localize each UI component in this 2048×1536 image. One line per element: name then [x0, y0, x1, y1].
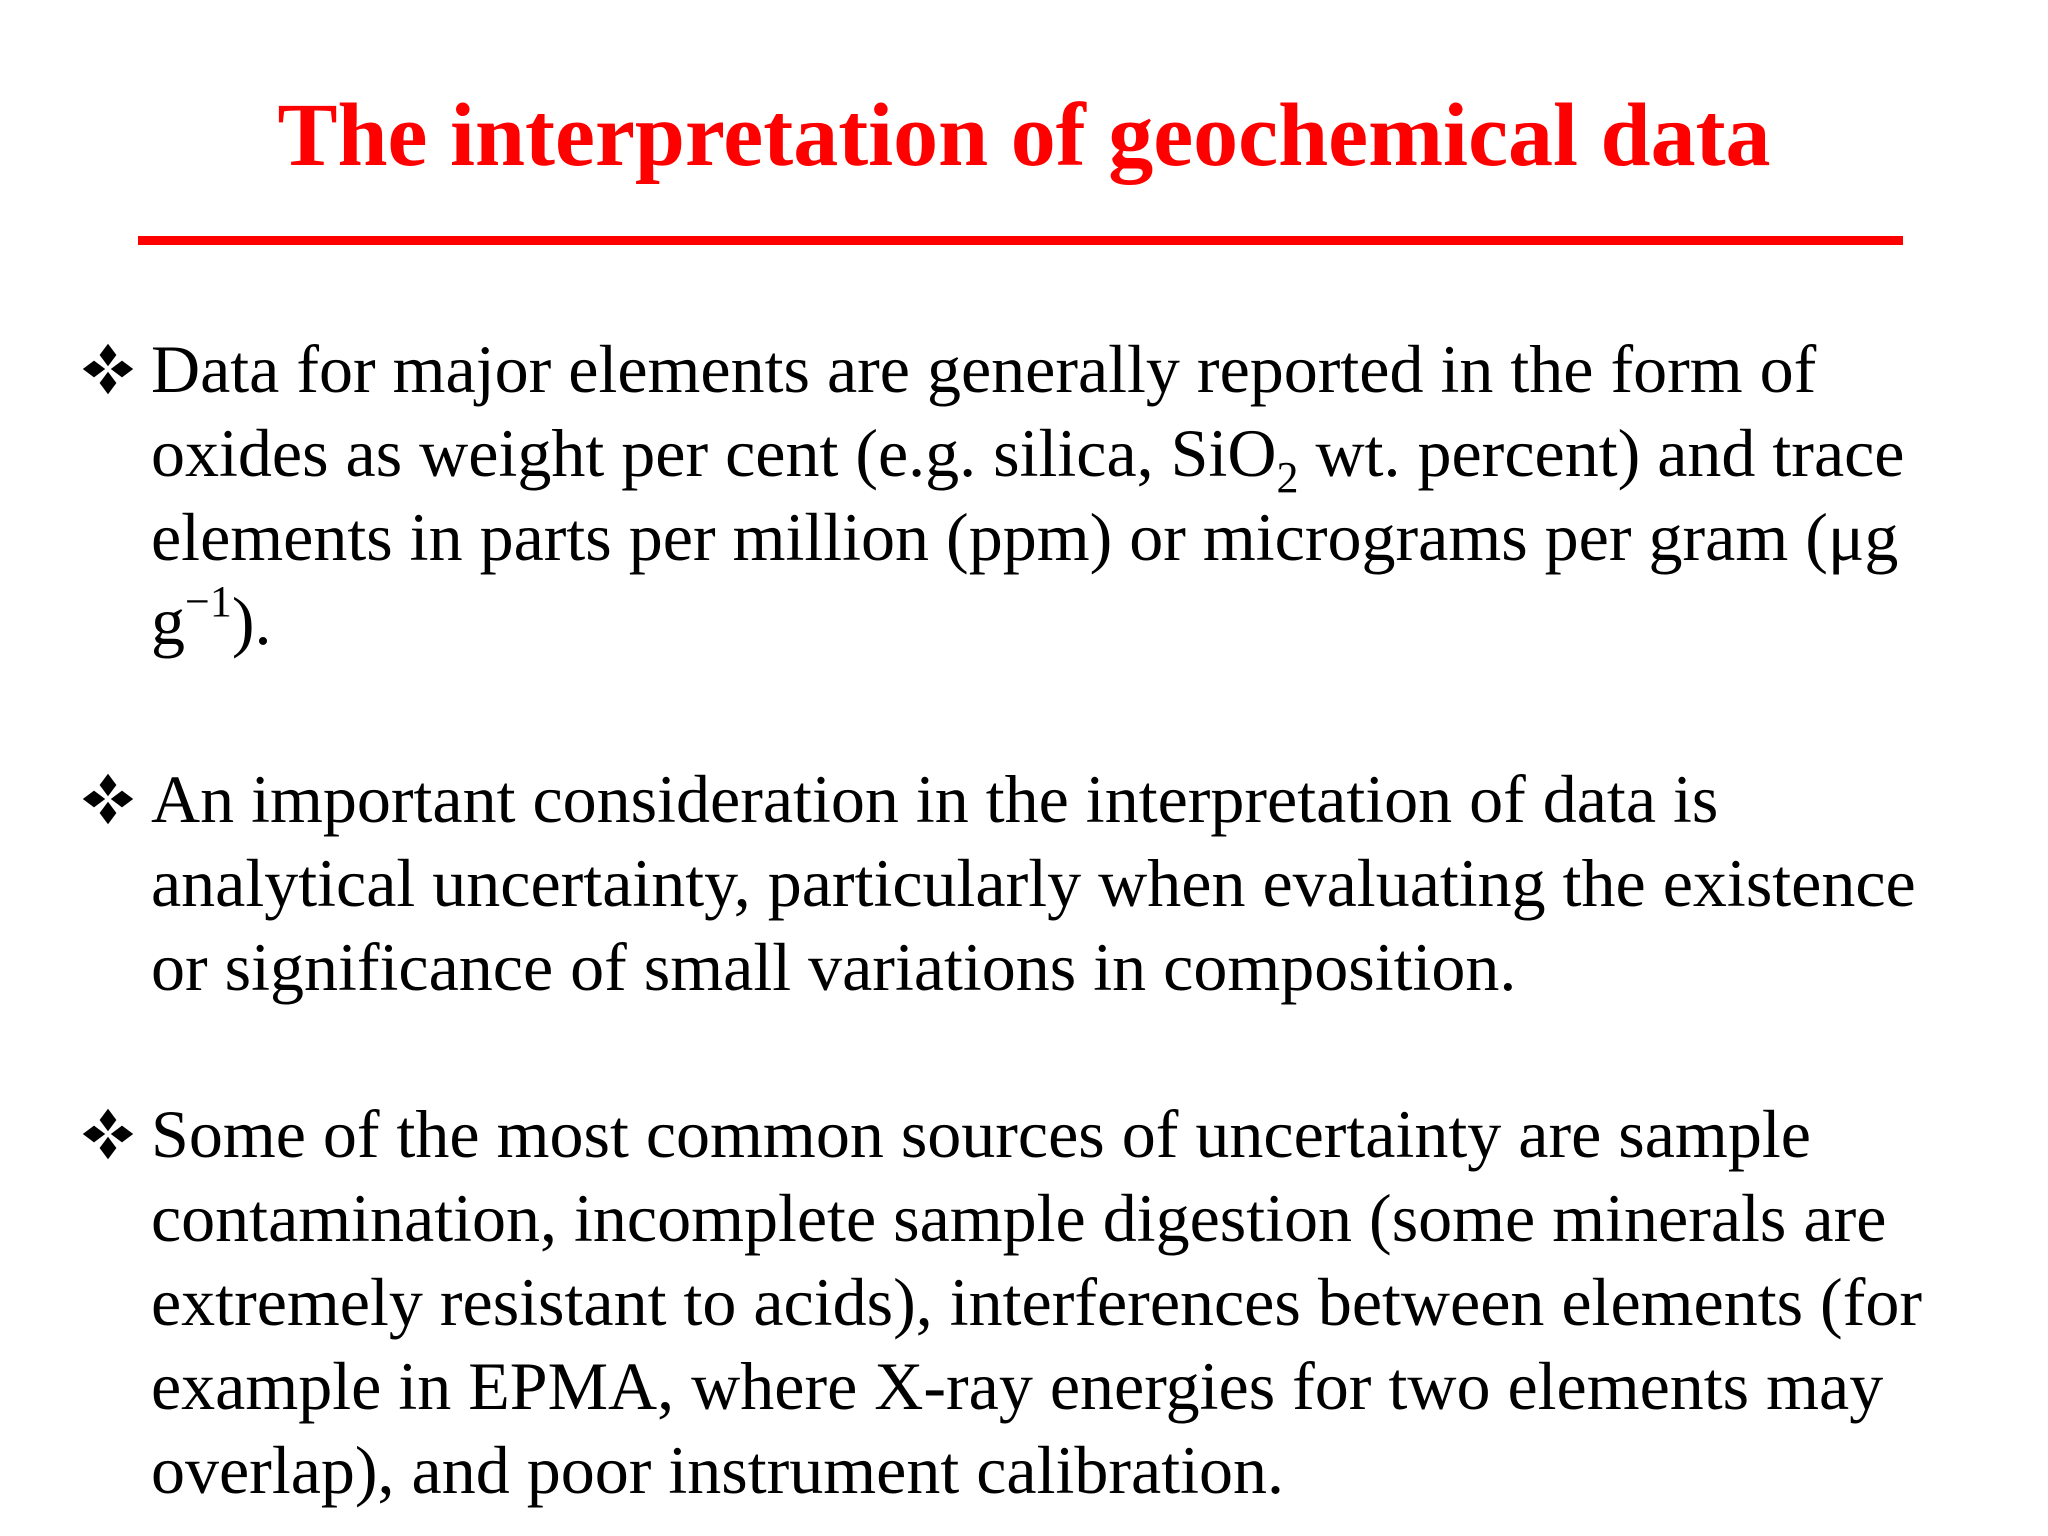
text-run: ). — [231, 583, 272, 659]
bullet-line: extremely resistant to acids), interferences between elements (for — [151, 1264, 1922, 1340]
bullet-line: overlap), and poor instrument calibration. — [151, 1432, 1284, 1508]
bullet-line: or significance of small variations in composition. — [151, 929, 1517, 1005]
bullet-line: Data for major elements are generally reported in the form of — [151, 331, 1817, 407]
bullet-line: An important consideration in the interpretation of data is — [151, 761, 1719, 837]
bullet-line: analytical uncertainty, particularly when evaluating the existence — [151, 845, 1916, 921]
bullet-text-3 — [151, 1092, 2048, 1512]
four-diamond-bullet-icon — [80, 1106, 136, 1162]
text-run: g — [151, 583, 185, 659]
bullet-line: contamination, incomplete sample digestion (some minerals are — [151, 1180, 1887, 1256]
bullet-line: elements in parts per million (ppm) or micrograms per gram (μg — [151, 499, 1899, 575]
bullet-line: Some of the most common sources of uncertainty are sample — [151, 1096, 1811, 1172]
superscript: −1 — [185, 577, 232, 626]
bullet-text-1 — [151, 327, 2048, 663]
title-underline-rule — [138, 236, 1903, 245]
subscript: 2 — [1276, 453, 1299, 502]
bullet-text-2 — [151, 757, 2048, 1009]
text-run: oxides as weight per cent (e.g. silica, SiO — [151, 415, 1277, 491]
slide-title: The interpretation of geochemical data — [277, 86, 1771, 185]
four-diamond-bullet-icon — [80, 771, 136, 827]
bullet-line — [151, 411, 2048, 502]
bullet-line — [151, 579, 2048, 663]
four-diamond-bullet-icon — [80, 341, 136, 397]
bullet-line: example in EPMA, where X-ray energies for two elements may — [151, 1348, 1884, 1424]
text-run: wt. percent) and trace — [1298, 415, 1905, 491]
